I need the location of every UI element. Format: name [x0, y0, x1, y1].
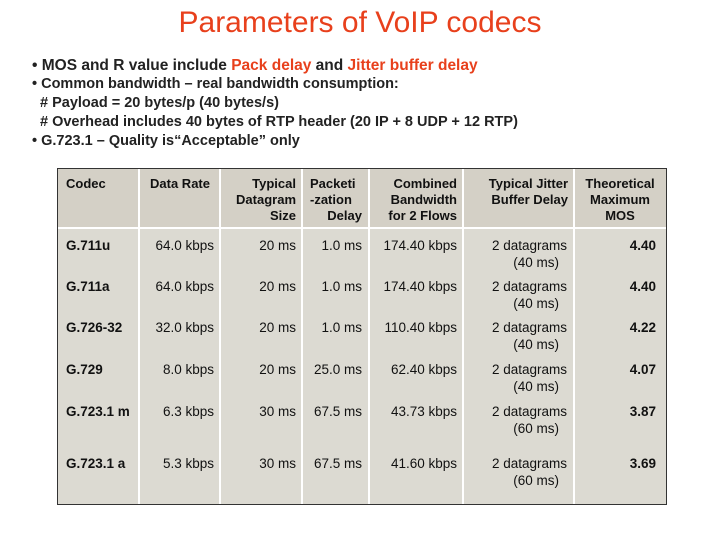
header-line: Datagram — [236, 192, 296, 207]
cell-max-mos: 4.40 — [629, 279, 656, 294]
cell-max-mos: 4.22 — [629, 320, 656, 335]
cell-codec: G.711u — [66, 238, 111, 253]
bullet-3: • G.723.1 – Quality is“Acceptable” only — [32, 133, 300, 149]
header-line: Buffer Delay — [491, 192, 568, 207]
cell-data-rate: 64.0 kbps — [155, 238, 214, 253]
header-datagram-size — [222, 176, 296, 224]
column-separator — [301, 169, 303, 504]
jitter-datagrams: 2 datagrams — [491, 404, 567, 419]
cell-datagram-size: 30 ms — [259, 456, 296, 471]
header-line: for 2 Flows — [388, 208, 457, 223]
cell-data-rate: 32.0 kbps — [155, 320, 214, 335]
cell-datagram-size: 20 ms — [259, 279, 296, 294]
cell-max-mos: 4.40 — [629, 238, 656, 253]
cell-packetization-delay: 1.0 ms — [321, 320, 362, 335]
cell-combined-bandwidth: 174.40 kbps — [383, 238, 457, 253]
column-separator — [573, 169, 575, 504]
bullet-1 — [32, 56, 692, 75]
cell-jitter-buffer — [465, 455, 569, 489]
header-line: Typical Jitter — [488, 176, 568, 191]
header-line: Packeti — [310, 176, 356, 191]
jitter-datagrams: 2 datagrams — [491, 320, 567, 335]
header-max-mos — [576, 176, 664, 224]
cell-combined-bandwidth: 62.40 kbps — [390, 362, 457, 377]
cell-datagram-size: 20 ms — [259, 362, 296, 377]
cell-codec: G.723.1 m — [66, 404, 130, 419]
jitter-datagrams: 2 datagrams — [491, 238, 567, 253]
cell-data-rate: 64.0 kbps — [155, 279, 214, 294]
cell-combined-bandwidth: 110.40 kbps — [384, 320, 457, 335]
header-line: Typical — [252, 176, 296, 191]
cell-packetization-delay: 67.5 ms — [313, 456, 362, 471]
cell-jitter-buffer — [465, 237, 569, 271]
codec-table — [57, 168, 667, 505]
cell-packetization-delay: 67.5 ms — [313, 404, 362, 419]
cell-codec: G.723.1 a — [66, 456, 126, 471]
cell-max-mos: 4.07 — [629, 362, 656, 377]
cell-codec: G.729 — [66, 362, 103, 377]
cell-jitter-buffer — [465, 361, 569, 395]
bullet-2-sub-1: # Payload = 20 bytes/p (40 bytes/s) — [40, 95, 279, 111]
cell-datagram-size: 20 ms — [259, 320, 296, 335]
header-data-rate-line: Data Rate — [150, 176, 210, 191]
cell-packetization-delay: 1.0 ms — [321, 279, 362, 294]
jitter-ms: (40 ms) — [513, 337, 559, 352]
header-data-rate — [142, 176, 218, 192]
header-jitter-buffer — [465, 176, 568, 208]
jitter-datagrams: 2 datagrams — [491, 456, 567, 471]
cell-packetization-delay: 1.0 ms — [321, 238, 362, 253]
cell-data-rate: 8.0 kbps — [162, 362, 214, 377]
page-title: Parameters of VoIP codecs — [178, 6, 542, 39]
column-separator — [219, 169, 221, 504]
bullet-1-highlight-jitter: Jitter buffer delay — [347, 57, 478, 74]
jitter-ms: (60 ms) — [513, 421, 559, 436]
bullet-list — [32, 56, 692, 151]
header-line: Bandwidth — [390, 192, 457, 207]
cell-data-rate: 5.3 kbps — [162, 456, 214, 471]
header-line: MOS — [605, 208, 635, 223]
column-separator — [462, 169, 464, 504]
bullet-1-mid: and — [311, 57, 348, 74]
bullet-2: • Common bandwidth – real bandwidth consumption: — [32, 76, 399, 92]
header-line: Theoretical — [585, 176, 655, 191]
jitter-ms: (40 ms) — [513, 255, 559, 270]
cell-datagram-size: 20 ms — [259, 238, 296, 253]
jitter-datagrams: 2 datagrams — [491, 279, 567, 294]
column-separator — [368, 169, 370, 504]
header-packetization-delay — [304, 176, 362, 224]
cell-jitter-buffer — [465, 278, 569, 312]
cell-jitter-buffer — [465, 403, 569, 437]
header-line: Combined — [393, 176, 457, 191]
bullet-2-sub-2: # Overhead includes 40 bytes of RTP header (20 IP + 8 UDP + 12 RTP) — [40, 114, 518, 130]
bullet-1-prefix: • MOS and R value include — [32, 57, 232, 74]
jitter-ms: (60 ms) — [513, 473, 559, 488]
cell-combined-bandwidth: 43.73 kbps — [390, 404, 457, 419]
cell-codec: G.711a — [66, 279, 110, 294]
cell-codec: G.726-32 — [66, 320, 123, 335]
header-line: Maximum — [590, 192, 650, 207]
jitter-ms: (40 ms) — [513, 379, 559, 394]
header-line: -zation — [310, 192, 352, 207]
header-line: Delay — [327, 208, 362, 223]
cell-combined-bandwidth: 41.60 kbps — [390, 456, 457, 471]
cell-max-mos: 3.69 — [629, 456, 656, 471]
header-line: Size — [269, 208, 296, 223]
cell-packetization-delay: 25.0 ms — [313, 362, 362, 377]
cell-data-rate: 6.3 kbps — [162, 404, 214, 419]
jitter-datagrams: 2 datagrams — [491, 362, 567, 377]
jitter-ms: (40 ms) — [513, 296, 559, 311]
bullet-1-highlight-pack-delay: Pack delay — [231, 57, 312, 74]
header-combined-bandwidth — [371, 176, 457, 224]
cell-combined-bandwidth: 174.40 kbps — [383, 279, 457, 294]
cell-max-mos: 3.87 — [629, 404, 656, 419]
cell-jitter-buffer — [465, 319, 569, 353]
header-codec-line: Codec — [66, 176, 106, 191]
cell-datagram-size: 30 ms — [259, 404, 296, 419]
column-separator — [138, 169, 140, 504]
header-codec — [66, 176, 136, 192]
